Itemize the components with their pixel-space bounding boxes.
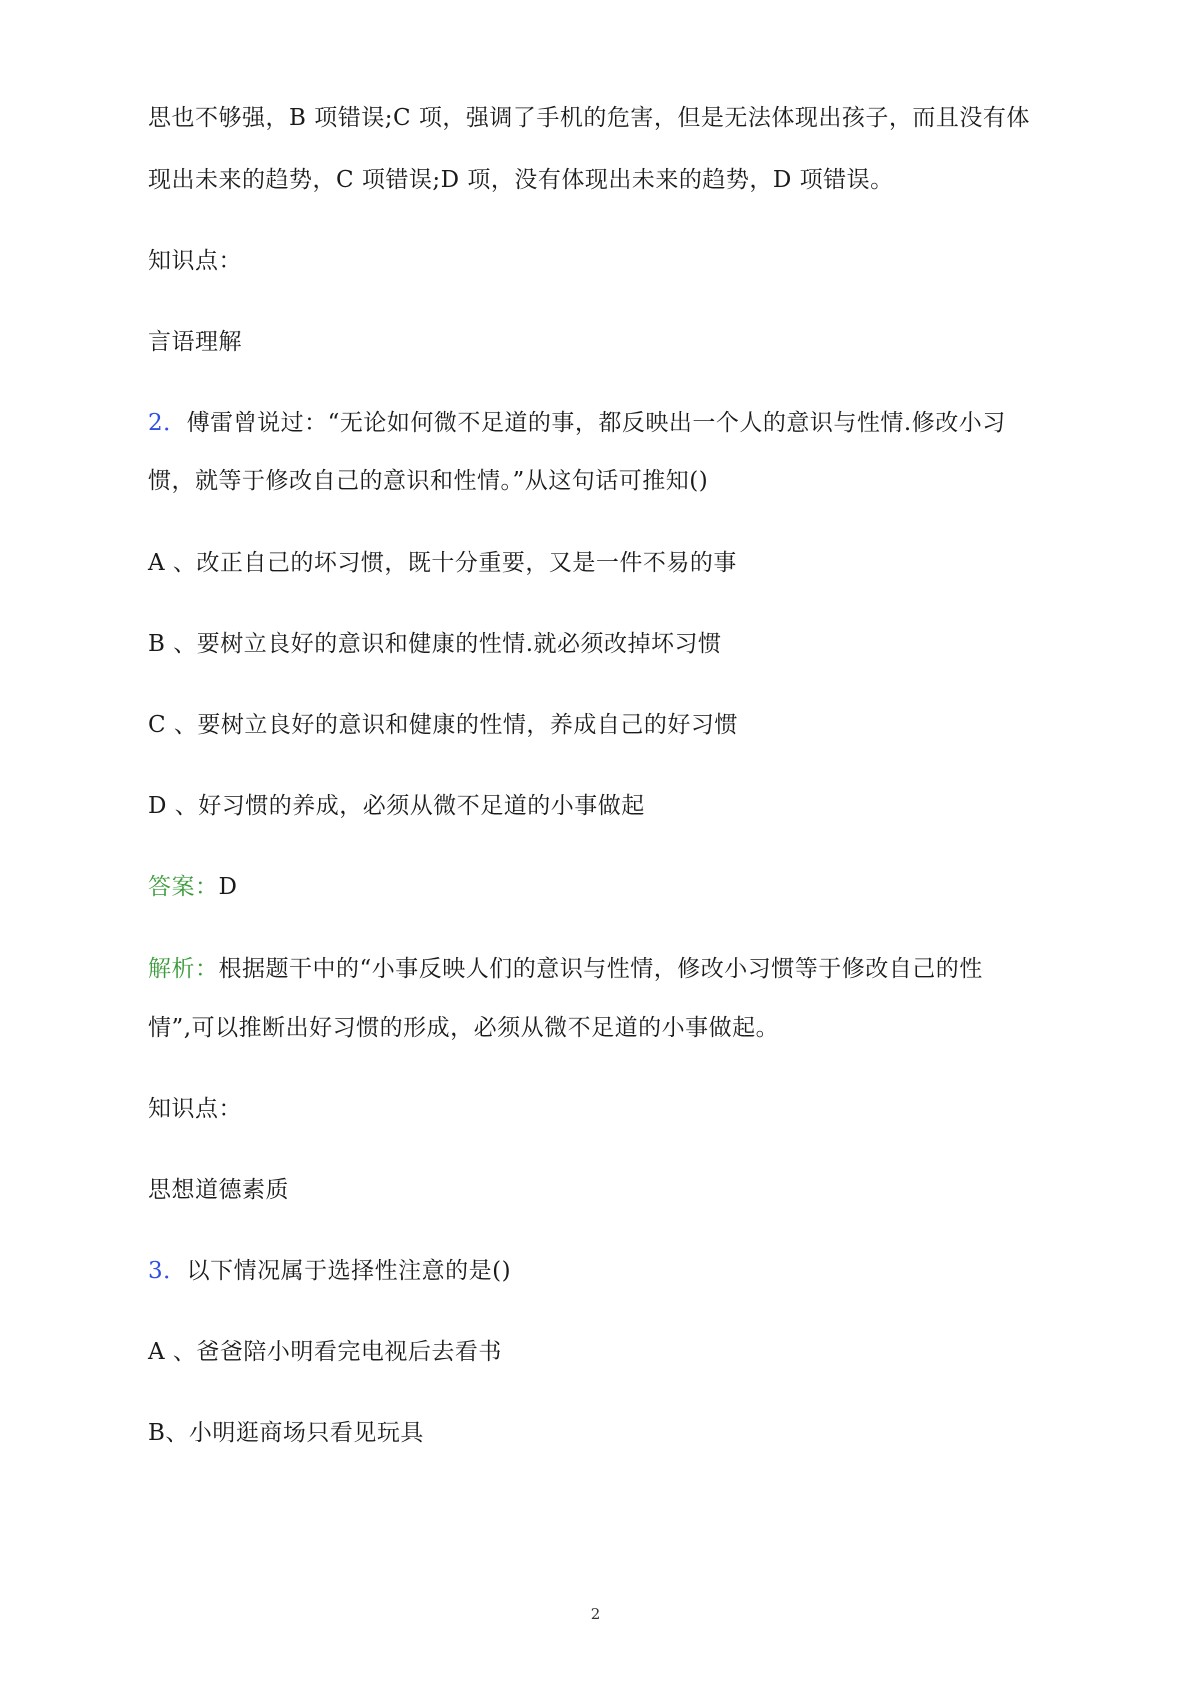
analysis-label: 解析： bbox=[148, 956, 219, 982]
previous-knowledge-value: 言语理解 bbox=[148, 329, 242, 355]
question-2-knowledge-label: 知识点： bbox=[148, 1096, 242, 1122]
question-3-stem bbox=[148, 1256, 511, 1286]
question-3-option-b: B、小明逛商场只看见玩具 bbox=[148, 1420, 424, 1446]
question-2-option-d: D 、好习惯的养成，必须从微不足道的小事做起 bbox=[148, 793, 645, 819]
question-2-analysis-line-1 bbox=[148, 954, 983, 984]
previous-analysis-line-2: 现出未来的趋势，C 项错误;D 项，没有体现出未来的趋势，D 项错误。 bbox=[148, 167, 894, 193]
previous-knowledge-label: 知识点： bbox=[148, 248, 242, 274]
question-2-analysis-line-2: 情”,可以推断出好习惯的形成，必须从微不足道的小事做起。 bbox=[148, 1015, 780, 1041]
question-2-option-b: B 、要树立良好的意识和健康的性情.就必须改掉坏习惯 bbox=[148, 631, 722, 657]
question-2-knowledge-value: 思想道德素质 bbox=[148, 1177, 289, 1203]
question-2-stem-line-1 bbox=[148, 408, 1006, 438]
question-2-option-c: C 、要树立良好的意识和健康的性情，养成自己的好习惯 bbox=[148, 712, 738, 738]
answer-value: D bbox=[218, 874, 238, 900]
previous-analysis-line-1: 思也不够强，B 项错误;C 项，强调了手机的危害，但是无法体现出孩子，而且没有体 bbox=[148, 105, 1030, 131]
question-2-stem-line-2: 惯，就等于修改自己的意识和性情。”从这句话可推知() bbox=[148, 468, 709, 494]
answer-label: 答案： bbox=[148, 874, 219, 900]
question-2-stem-text-1: 傅雷曾说过：“无论如何微不足道的事，都反映出一个人的意识与性情.修改小习 bbox=[186, 410, 1006, 436]
analysis-text-1: 根据题干中的“小事反映人们的意识与性情，修改小习惯等于修改自己的性 bbox=[218, 956, 983, 982]
question-3-stem-text: 以下情况属于选择性注意的是() bbox=[186, 1258, 512, 1284]
question-3-option-a: A 、爸爸陪小明看完电视后去看书 bbox=[148, 1339, 502, 1365]
page-number: 2 bbox=[590, 1605, 601, 1623]
question-3-number: 3． bbox=[148, 1258, 187, 1284]
question-2-number: 2． bbox=[148, 410, 187, 436]
question-2-answer bbox=[148, 872, 237, 902]
question-2-option-a: A 、改正自己的坏习惯，既十分重要，又是一件不易的事 bbox=[148, 550, 737, 576]
